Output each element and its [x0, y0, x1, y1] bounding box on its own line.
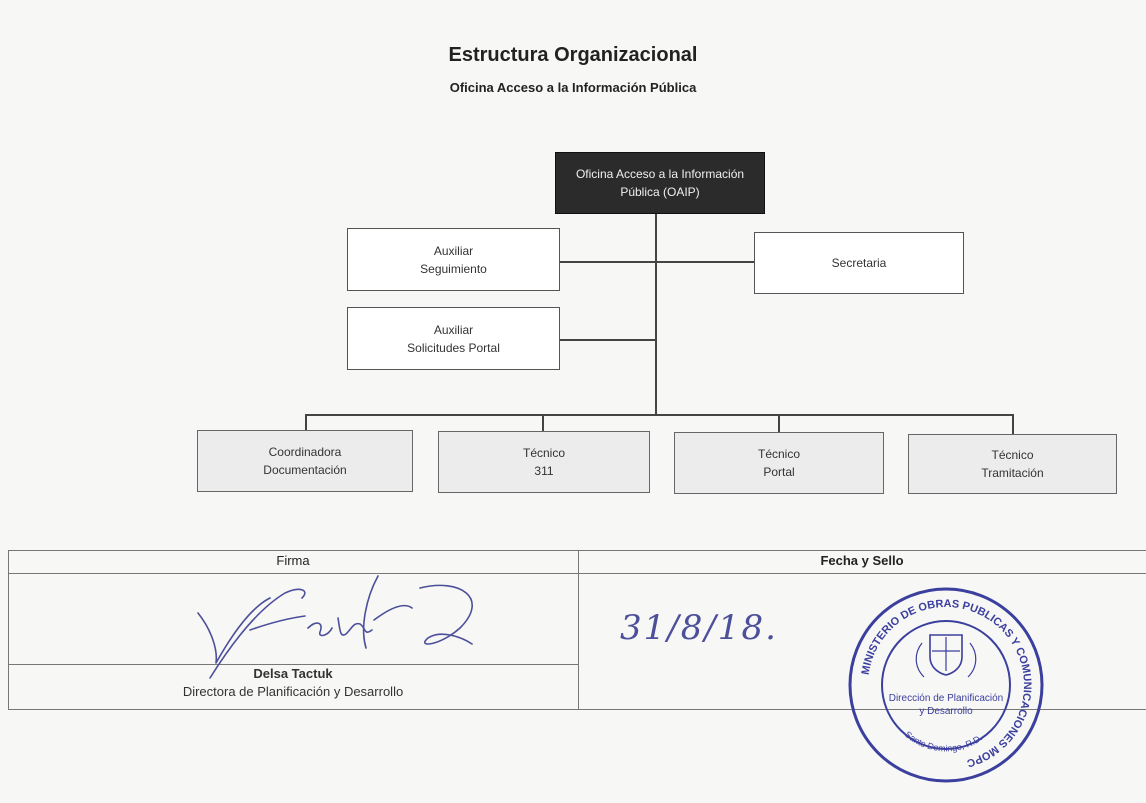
- seal-laurel-right: [968, 643, 976, 677]
- org-box-label: Portal: [763, 465, 795, 479]
- document-subtitle: Oficina Acceso a la Información Pública: [449, 80, 697, 95]
- org-box-label: Documentación: [263, 463, 347, 477]
- connector-seguimiento-secretaria: [559, 261, 755, 263]
- signer-name: Delsa Tactuk: [253, 666, 333, 681]
- org-box-label: Secretaria: [831, 256, 887, 270]
- org-box-auxiliar-seguimiento: [347, 228, 560, 291]
- org-box-label: Coordinadora: [268, 445, 342, 459]
- seal-laurel-left: [916, 643, 924, 677]
- org-box-tecnico-311: [438, 431, 650, 493]
- handwritten-date: 31/8/18.: [620, 608, 778, 648]
- date-stamp-header: Fecha y Sello: [820, 553, 904, 568]
- connector-tecnico-portal: [778, 414, 780, 432]
- org-box-label: Solicitudes Portal: [407, 340, 500, 355]
- seal-crest-cross: [932, 637, 960, 671]
- org-box-label: Técnico: [991, 448, 1034, 462]
- org-box-coordinadora: [197, 430, 413, 492]
- org-box-label: 311: [534, 464, 554, 478]
- seal-ring-text: MINISTERIO DE OBRAS PUBLICAS Y COMUNICACIONES MOPC: [859, 597, 1034, 770]
- org-box-oaip-line2: Pública (OAIP): [620, 185, 700, 199]
- connector-coordinadora: [305, 414, 307, 430]
- seal-inner-line1: Dirección de Planificación: [888, 693, 1004, 704]
- org-box-tecnico-tramitacion: [908, 434, 1117, 494]
- org-box-oaip-line1: Oficina Acceso a la Información: [575, 167, 745, 181]
- org-box-label: Tramitación: [981, 466, 1044, 480]
- document-title: Estructura Organizacional: [448, 44, 698, 66]
- official-seal: [846, 585, 1046, 785]
- org-box-label: Técnico: [522, 446, 566, 460]
- seal-inner-line2: y Desarrollo: [919, 706, 973, 717]
- connector-solicitudes: [559, 339, 656, 341]
- org-box-tecnico-portal: [674, 432, 884, 494]
- connector-main-vertical: [655, 213, 657, 415]
- signature-table-divider: [578, 550, 579, 710]
- org-box-label: Técnico: [757, 447, 801, 461]
- connector-tecnico-311: [542, 414, 544, 431]
- org-box-auxiliar-solicitudes: [347, 307, 560, 370]
- signer-title: Directora de Planificación y Desarrollo: [182, 684, 404, 699]
- connector-tecnico-tramitacion: [1012, 414, 1014, 434]
- seal-bottom-text: Santo Domingo, R.D.: [903, 729, 985, 754]
- org-box-label: Seguimiento: [420, 261, 487, 276]
- org-box-oaip: [555, 152, 765, 214]
- org-box-secretaria: [754, 232, 964, 294]
- signature-header: Firma: [276, 553, 310, 568]
- org-box-label: Auxiliar: [433, 243, 474, 258]
- org-box-label: Auxiliar: [433, 322, 474, 337]
- signature-table-header-rule: [8, 573, 1146, 574]
- connector-bottom-bus: [305, 414, 1014, 416]
